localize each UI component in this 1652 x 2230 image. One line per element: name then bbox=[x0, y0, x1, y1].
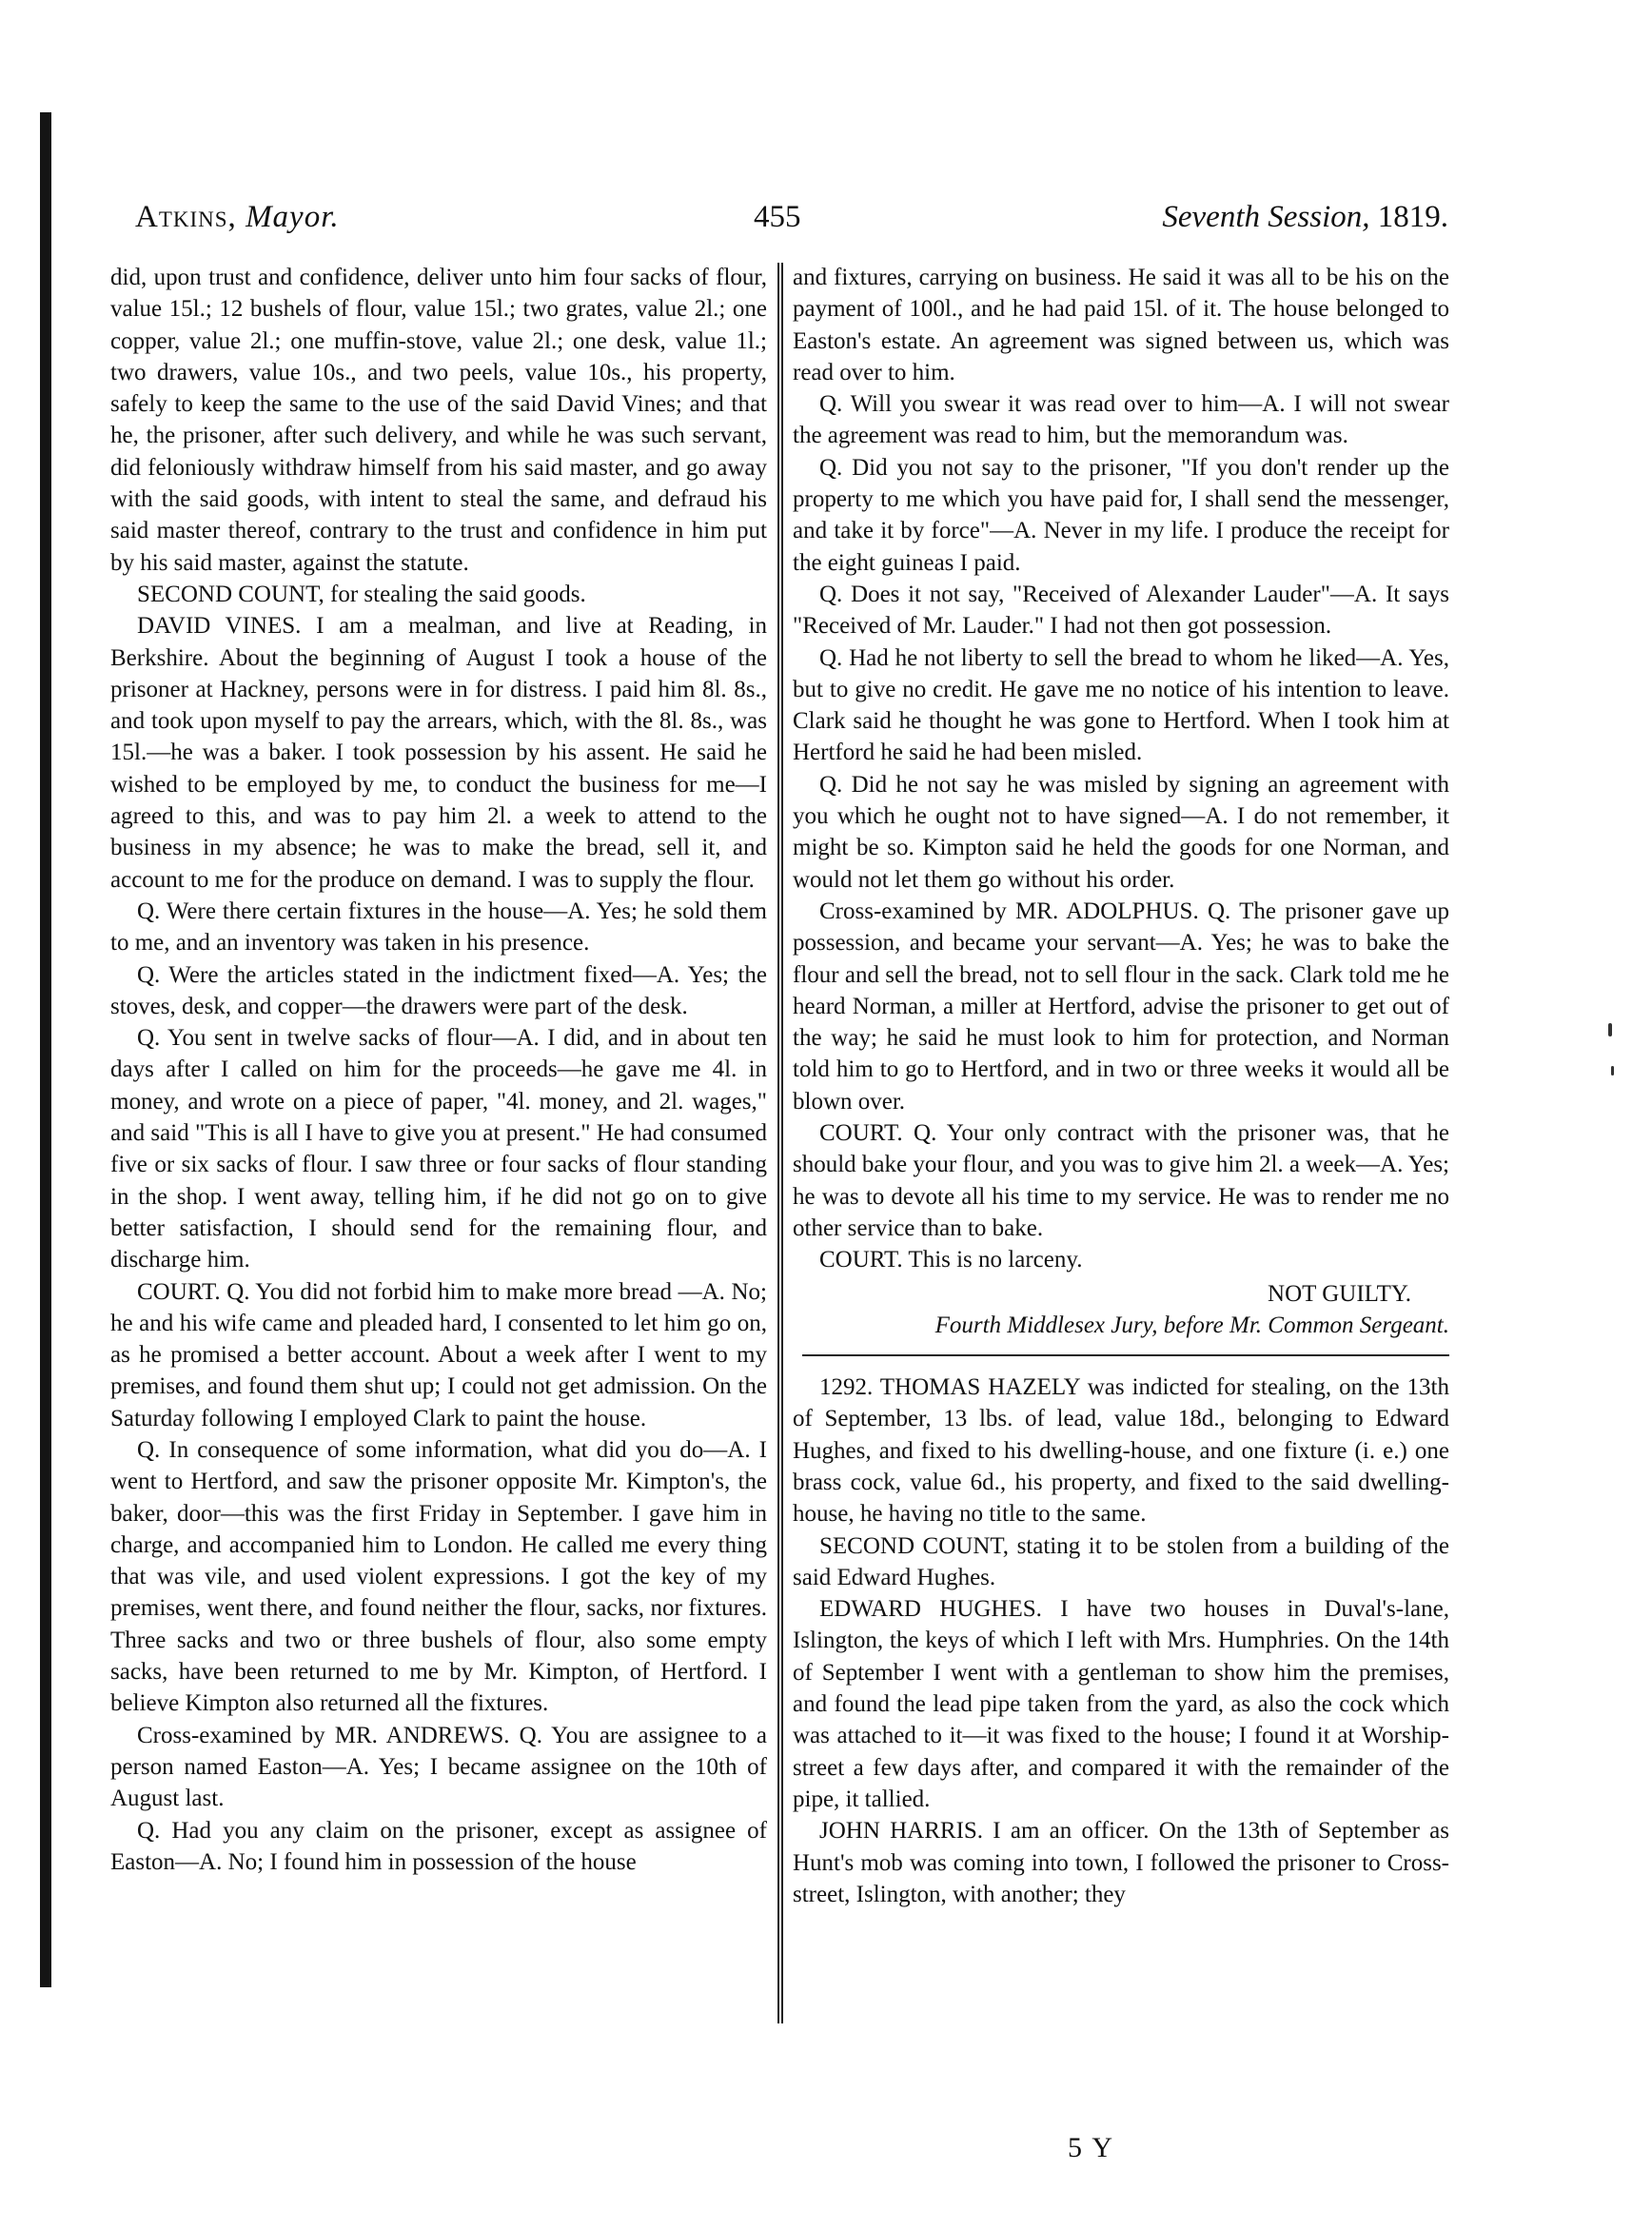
paragraph: Q. Were there certain fixtures in the house—A. Yes; he sold them to me, and an inventory was taken in his presence. bbox=[110, 898, 767, 957]
case-separator-rule bbox=[802, 1354, 1449, 1356]
verdict: NOT GUILTY. bbox=[1268, 1280, 1411, 1307]
paragraph: Q. You sent in twelve sacks of flour—A. I did, and in about ten days after I called on him for the proceeds—he gave me 4l. in money, and wrote on a piece of paper, "4l. money, and 2l. wages," and said "This is all I have to give you at present." He had consumed five or six sacks of flour. I saw three or four sacks of flour standing in the shop. I went away, telling him, if he did not go on to give better satisfaction, I should send for the remaining flour, and discharge him. bbox=[110, 1025, 767, 1273]
paragraph: Q. Were the articles stated in the indictment fixed—A. Yes; the stoves, desk, and copper—the drawers were part of the desk. bbox=[110, 961, 767, 1019]
ink-speck bbox=[1611, 1066, 1614, 1076]
right-column bbox=[793, 262, 1449, 1910]
paragraph: Q. Had you any claim on the prisoner, except as assignee of Easton—A. No; I found him in possession of the house bbox=[110, 1817, 767, 1875]
paragraph: SECOND COUNT, for stealing the said goods. bbox=[137, 581, 586, 607]
page-binding-edge bbox=[40, 112, 51, 1987]
paragraph: 1292. THOMAS HAZELY was indicted for stealing, on the 13th of September, 13 lbs. of lead, value 18d., belonging to Edward Hughes, and fixed to his dwelling-house, and one fixture (i. e.) one brass cock, value 6d., his property, and fixed to the said dwelling-house, he having no title to the same. bbox=[793, 1374, 1449, 1528]
column-divider bbox=[777, 263, 779, 2023]
paragraph: SECOND COUNT, stating it to be stolen from a building of the said Edward Hughes. bbox=[793, 1532, 1449, 1590]
paragraph: COURT. Q. You did not forbid him to make more bread —A. No; he and his wife came and pleaded hard, I consented to let him go on, as he promised a better account. About a week after I went to my premises, and found them shut up; I could not get admission. On the Saturday following I employed Clark to paint the house. bbox=[110, 1278, 767, 1431]
header-session-label: Seventh Session, bbox=[1162, 200, 1370, 234]
running-header bbox=[135, 200, 1448, 247]
header-mayor-title: Mayor. bbox=[246, 200, 340, 234]
header-year: 1819. bbox=[1377, 200, 1448, 234]
paragraph: Q. Will you swear it was read over to him—A. I will not swear the agreement was read to him, but the memorandum was. bbox=[793, 391, 1449, 449]
paragraph: Q. In consequence of some information, what did you do—A. I went to Hertford, and saw the prisoner opposite Mr. Kimpton's, the baker, door—this was the first Friday in September. I gave him in charge, and accompanied him to London. He called me every thing that was vile, and used violent expressions. I got the key of my premises, went there, and found neither the flour, sacks, nor fixtures. Three sacks and two or three bushels of flour, also some empty sacks, have been returned to me by Mr. Kimpton, of Hertford. I believe Kimpton also returned all the fixtures. bbox=[110, 1436, 767, 1717]
header-session bbox=[1162, 200, 1448, 235]
header-mayor bbox=[135, 200, 340, 235]
header-mayor-name: Atkins, bbox=[135, 200, 237, 234]
paragraph: did, upon trust and confidence, deliver unto him four sacks of flour, value 15l.; 12 bushels of flour, value 15l.; two grates, value 2l.; one copper, value 2l.; one muffin-stove, value 2l.; one desk, value 1l.; two drawers, value 10s., and two peels, value 10s., his property, safely to keep the same to the use of the said David Vines; and that he, the prisoner, after such delivery, and while he was such servant, did feloniously withdraw himself from his said master, and go away with the said goods, with intent to steal the same, and defraud his said master thereof, contrary to the trust and confidence in him put by his said master, against the statute. bbox=[110, 265, 767, 576]
paragraph: Q. Did he not say he was misled by signing an agreement with you which he ought not to have signed—A. I do not remember, it might be so. Kimpton said he held the goods for one Norman, and would not let them go without his order. bbox=[793, 771, 1449, 893]
left-column bbox=[110, 262, 767, 1878]
paragraph: Q. Does it not say, "Received of Alexander Lauder"—A. It says "Received of Mr. Lauder." I had not then got possession. bbox=[793, 581, 1449, 640]
paragraph: Q. Did you not say to the prisoner, "If you don't render up the property to me which you have paid for, I shall send the messenger, and take it by force"—A. Never in my life. I produce the receipt for the eight guineas I paid. bbox=[793, 454, 1449, 576]
paragraph: JOHN HARRIS. I am an officer. On the 13th of September as Hunt's mob was coming into town, I followed the prisoner to Cross-street, Islington, with another; they bbox=[793, 1818, 1449, 1907]
page-number: 455 bbox=[754, 200, 801, 234]
ink-speck bbox=[1608, 1023, 1612, 1036]
paragraph: Cross-examined by MR. ANDREWS. Q. You are assignee to a person named Easton—A. Yes; I became assignee on the 10th of August last. bbox=[110, 1722, 767, 1812]
paragraph: and fixtures, carrying on business. He said it was all to be his on the payment of 100l., and he had paid 15l. of it. The house belonged to Easton's estate. An agreement was signed between us, which was read over to him. bbox=[793, 265, 1449, 385]
jury-line: Fourth Middlesex Jury, before Mr. Common Sergeant. bbox=[934, 1312, 1449, 1338]
column-divider bbox=[781, 263, 783, 2023]
paragraph: EDWARD HUGHES. I have two houses in Duval's-lane, Islington, the keys of which I left with Mrs. Humphries. On the 14th of September I went with a gentleman to show him the premises, and found the lead pipe taken from the yard, as also the cock which was attached to it—it was fixed to the house; I found it at Worship-street a few days after, and compared it with the remainder of the pipe, it tallied. bbox=[793, 1596, 1449, 1812]
paragraph: DAVID VINES. I am a mealman, and live at Reading, in Berkshire. About the beginning of August I took a house of the prisoner at Hackney, persons were in for distress. I paid him 8l. 8s., and took upon myself to pay the arrears, which, with the 8l. 8s., was 15l.—he was a baker. I took possession by his assent. He said he wished to be employed by me, to conduct the business for me—I agreed to this, and was to pay him 2l. a week to attend to the business in my absence; he was to make the bread, sell it, and account to me for the produce on demand. I was to supply the flour. bbox=[110, 613, 767, 893]
signature-mark: 5 Y bbox=[1068, 2132, 1115, 2163]
paragraph: Q. Had he not liberty to sell the bread to whom he liked—A. Yes, but to give no credit. He gave me no notice of his intention to leave. Clark said he thought he was gone to Hertford. When I took him at Hertford he said he had been misled. bbox=[793, 644, 1449, 766]
paragraph: COURT. This is no larceny. bbox=[819, 1247, 1083, 1273]
paragraph: COURT. Q. Your only contract with the prisoner was, that he should bake your flour, and you was to give him 2l. a week—A. Yes; he was to devote all his time to my service. He was to render me no other service than to bake. bbox=[793, 1120, 1449, 1241]
paragraph: Cross-examined by MR. ADOLPHUS. Q. The prisoner gave up possession, and became your servant—A. Yes; he was to bake the flour and sell the bread, not to sell flour in the sack. Clark told me he heard Norman, a miller at Hertford, advise the prisoner to get out of the way; he said he must look to him for protection, and Norman told him to go to Hertford, and in two or three weeks it would all be blown over. bbox=[793, 898, 1449, 1115]
